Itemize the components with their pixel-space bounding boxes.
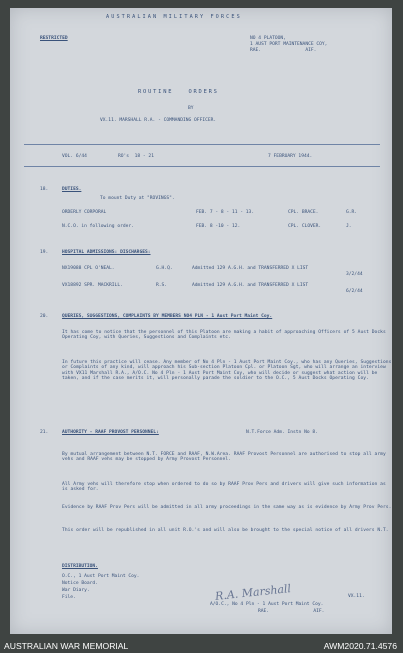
distribution-item-4: File. [62, 595, 76, 600]
section-19-number: 19. [40, 250, 49, 255]
section-20-heading: QUERIES, SUGGESTIONS, COMPLAINTS BY MEMBERS NO4 PLN - 1 Aust Port Maint Coy. [62, 314, 273, 319]
distribution-item-2: Notice Board. [62, 581, 98, 586]
section-19-row2-status: Admitted 129 A.G.H. and TRANSFERRED X LIST [192, 283, 309, 288]
unit-line-1: NO 4 PLATOON, [250, 36, 286, 41]
divider-top [24, 144, 380, 145]
section-18-number: 18. [40, 187, 49, 192]
section-19-row1-date: 3/2/44 [346, 272, 363, 277]
signature-unit: RAE. AIF. [258, 609, 325, 614]
section-21-paragraph-2: All Army vehs will therefore stop when ordered to do so by RAAF Prov Pers and drivers will give such information as is asked for. [62, 482, 386, 493]
section-19-row1-unit: G.H.Q. [156, 266, 173, 271]
section-19-row2-date: 6/2/44 [346, 289, 363, 294]
section-21-number: 21. [40, 430, 49, 435]
section-19-row1-name: NX19088 CPL O'NEAL. [62, 266, 115, 271]
document-page [10, 8, 392, 634]
section-18-row2-code: J. [346, 224, 352, 229]
section-18-row1-name: CPL. BRACE. [288, 210, 319, 215]
distribution-heading: DISTRIBUTION. [62, 564, 98, 569]
section-18-intro: To mount Duty at "ROVINGS". [100, 196, 175, 201]
commanding-officer: VX.11. MARSHALL R.A. - COMMANDING OFFICER. [100, 118, 217, 123]
section-19-row2-name: VX18892 SPR. MACKRILL. [62, 283, 123, 288]
volume: VOL. 6/44 [62, 154, 87, 159]
section-18-row2-role: N.C.O. in following order. [62, 224, 134, 229]
unit-line-2: 1 AUST PORT MAINTENANCE COY, [250, 42, 328, 47]
section-20-paragraph-2: In future this practice will cease. Any member of No 4 Pln - 1 Aust Port Maint Coy., who has any Queries, Suggestions or Complaints of any kind, will approach his Sub-section Platoon Cpl. or Platoon Sgt, who will arrange an interview with VX11 Marshall R.A., A/O.C. No 4 Pln - 1 Aust Port Maint Coy, who will decide or suggest what action will be taken, and if the case merits it, will personally parade the soldier to the O.C., 5 Aust Docks Operating Coy. [62, 360, 392, 382]
section-21-paragraph-4: This order will be republished in all unit R.O.'s and will also be brought to the special notice of all drivers N.T. [62, 528, 389, 533]
divider-bottom [24, 166, 380, 167]
section-21-heading: AUTHORITY - RAAF PROVOST PERSONNEL: [62, 430, 159, 435]
document-title: ROUTINE ORDERS [138, 89, 219, 95]
by-label: BY [188, 106, 194, 111]
handwritten-signature: R.A. Marshall [214, 582, 292, 603]
section-18-row2-dates: FEB. 8 -10 - 12. [196, 224, 241, 229]
section-18-row1-role: ORDERLY CORPORAL [62, 210, 107, 215]
unit-line-3: RAE. AIF. [250, 48, 317, 53]
section-21-authority: N.T.Force Adm. Instn No 8. [246, 430, 318, 435]
section-20-number: 20. [40, 314, 49, 319]
section-18-row2-name: CPL. CLOVER. [288, 224, 322, 229]
section-19-row1-status: Admitted 129 A.G.H. and TRANSFERRED X LIST [192, 266, 309, 271]
section-19-heading: HOSPITAL ADMISSIONS: DISCHARGES: [62, 250, 151, 255]
order-date: 7 FEBRUARY 1944. [268, 154, 313, 159]
signature-service-number: VX.11. [348, 594, 365, 599]
signature-title: A/O.C., No 4 Pln - 1 Aust Port Maint Coy. [210, 602, 324, 607]
section-18-row1-dates: FEB. 7 - 8 - 11 - 13. [196, 210, 255, 215]
section-21-paragraph-1: By mutual arrangement between N.T. FORCE and RAAF, N.W.Area. RAAF Provost Personnel are authorised to stop all army vehs and RAAF vehs may be stopped by Army Provost Personnel. [62, 452, 386, 463]
section-18-row1-code: G.R. [346, 210, 358, 215]
footer-accession-number: AWM2020.71.4576 [323, 641, 397, 651]
footer-institution: AUSTRALIAN WAR MEMORIAL [4, 641, 129, 651]
section-18-heading: DUTIES. [62, 187, 82, 192]
header-title: AUSTRALIAN MILITARY FORCES [106, 14, 242, 20]
section-20-paragraph-1: It has come to notice that the personnel of this Platoon are making a habit of approaching Officers of 5 Aust Docks Operating Coy, with Queries, Suggestions and Complaints etc. [62, 330, 386, 341]
distribution-item-1: O.C., 1 Aust Port Maint Coy. [62, 574, 140, 579]
section-19-row2-unit: R.S. [156, 283, 168, 288]
distribution-item-3: War Diary. [62, 588, 90, 593]
section-21-paragraph-3: Evidence by RAAF Prov Pers will be admitted in all army proceedings in the same way as is evidence by Army Prov Pers. [62, 505, 392, 510]
archive-footer [0, 639, 403, 653]
routine-order-range: RO's 18 - 21 [118, 154, 154, 159]
restricted-label: RESTRICTED [40, 36, 68, 41]
